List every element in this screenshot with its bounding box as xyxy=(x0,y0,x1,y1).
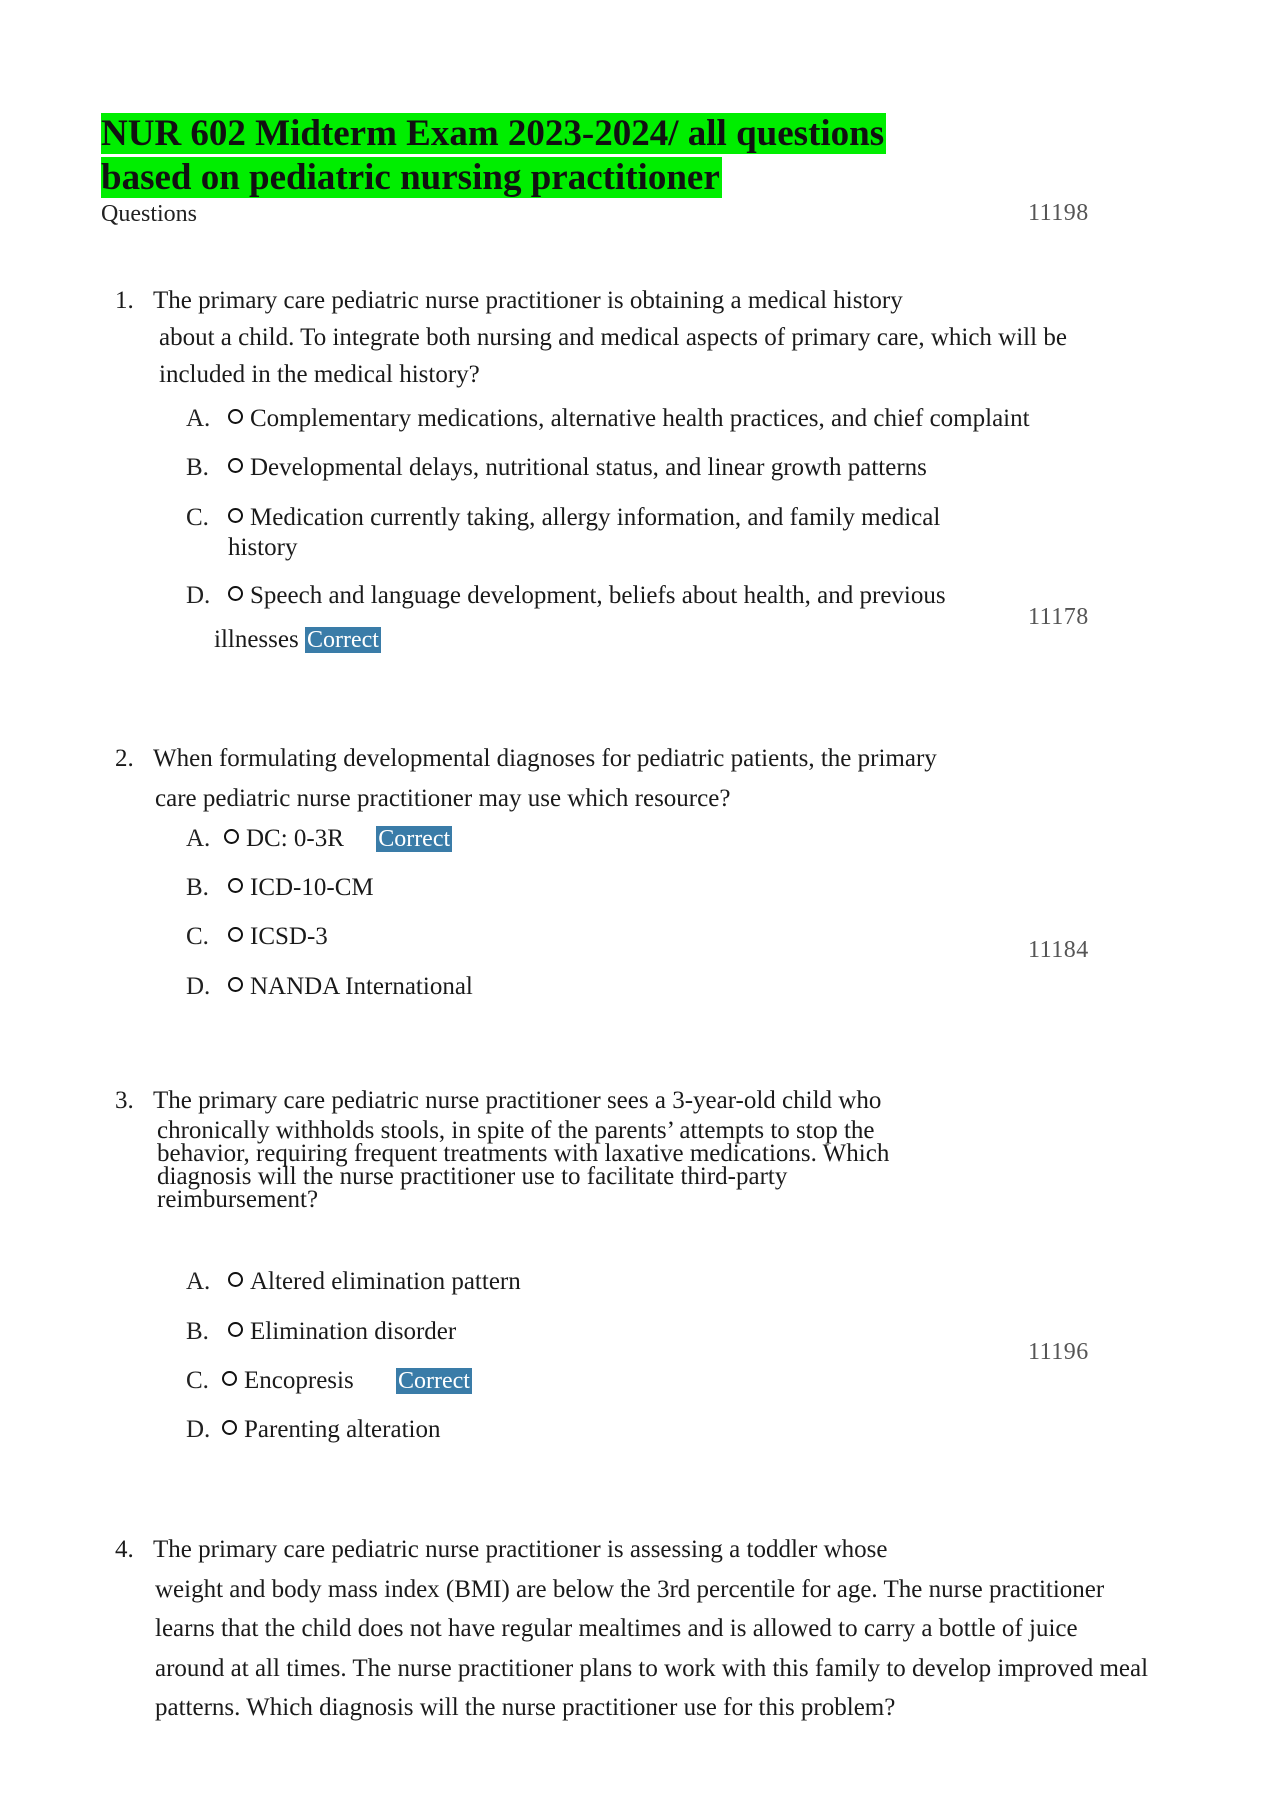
stem-line: learns that the child does not have regular mealtimes and is allowed to carry a bottle of juice xyxy=(155,1615,1078,1642)
question-number: 2. xyxy=(115,745,134,772)
correct-answer-marker: Correct xyxy=(397,1368,470,1394)
radio-circle-icon[interactable] xyxy=(222,1420,237,1435)
stem-line: about a child. To integrate both nursing and medical aspects of primary care, which will be xyxy=(159,324,1067,351)
option[interactable] xyxy=(186,1268,521,1296)
question-4-stem xyxy=(115,1530,1149,1728)
stem-line: The primary care pediatric nurse practitioner is assessing a toddler whose xyxy=(153,1536,888,1563)
stem-line: patterns. Which diagnosis will the nurse practitioner use for this problem? xyxy=(155,1694,896,1721)
option-letter: D. xyxy=(186,582,211,609)
option[interactable] xyxy=(186,405,1030,433)
page-code: 11196 xyxy=(1028,1339,1089,1365)
option[interactable] xyxy=(186,1416,440,1444)
option[interactable] xyxy=(186,923,328,951)
stem-line: reimbursement? xyxy=(157,1186,319,1213)
stem-line: diagnosis will the nurse practitioner use to facilitate third-party xyxy=(157,1163,788,1190)
correct-answer-marker: Correct xyxy=(306,627,379,653)
option[interactable] xyxy=(186,582,946,610)
stem-line: care pediatric nurse practitioner may use which resource? xyxy=(155,785,731,812)
option-text: Speech and language development, beliefs about health, and previous xyxy=(250,582,946,609)
radio-circle-icon[interactable] xyxy=(228,878,243,893)
radio-circle-icon[interactable] xyxy=(228,927,243,942)
page-code: 11178 xyxy=(1028,604,1089,630)
stem-line: The primary care pediatric nurse practitioner is obtaining a medical history xyxy=(153,287,903,314)
option-letter: C. xyxy=(186,923,209,950)
subtitle: Questions xyxy=(101,201,197,227)
page-code: 11184 xyxy=(1028,937,1089,963)
option[interactable] xyxy=(186,503,940,563)
stem-line: The primary care pediatric nurse practitioner sees a 3-year-old child who xyxy=(153,1087,882,1114)
radio-circle-icon[interactable] xyxy=(222,1371,237,1386)
option[interactable] xyxy=(186,825,452,853)
question-2-stem xyxy=(115,739,937,819)
option-text: Complementary medications, alternative health practices, and chief complaint xyxy=(250,405,1030,432)
option-continuation xyxy=(214,626,381,654)
stem-line: behavior, requiring frequent treatments with laxative medications. Which xyxy=(157,1140,890,1167)
question-number: 4. xyxy=(115,1536,134,1563)
option-text: ICSD-3 xyxy=(250,923,328,950)
option[interactable] xyxy=(186,1367,472,1395)
option-letter: C. xyxy=(186,1367,209,1394)
option-letter: B. xyxy=(186,874,209,901)
page-code: 11198 xyxy=(1028,200,1089,226)
option-text-cont: history xyxy=(228,534,298,561)
radio-circle-icon[interactable] xyxy=(228,586,243,601)
option-text: Altered elimination pattern xyxy=(250,1268,521,1295)
question-number: 3. xyxy=(115,1087,134,1114)
radio-circle-icon[interactable] xyxy=(224,829,239,844)
document-title xyxy=(101,112,886,200)
option[interactable] xyxy=(186,1318,456,1346)
radio-circle-icon[interactable] xyxy=(228,508,243,523)
option-text: DC: 0-3R xyxy=(246,825,344,852)
option-text-cont: illnesses xyxy=(214,626,299,653)
option[interactable] xyxy=(186,973,473,1001)
question-1-stem xyxy=(115,282,1067,393)
radio-circle-icon[interactable] xyxy=(228,409,243,424)
option-letter: A. xyxy=(186,405,211,432)
option-letter: D. xyxy=(186,973,211,1000)
option-letter: B. xyxy=(186,1318,209,1345)
option[interactable] xyxy=(186,874,374,902)
option-text: NANDA International xyxy=(250,973,473,1000)
option[interactable] xyxy=(186,454,927,482)
option-text: Developmental delays, nutritional status, and linear growth patterns xyxy=(250,454,927,481)
radio-circle-icon[interactable] xyxy=(228,1322,243,1337)
correct-answer-marker: Correct xyxy=(378,826,451,852)
stem-line: included in the medical history? xyxy=(159,361,480,388)
radio-circle-icon[interactable] xyxy=(228,977,243,992)
option-letter: D. xyxy=(186,1416,211,1443)
stem-line: around at all times. The nurse practitioner plans to work with this family to develop improved meal xyxy=(155,1654,1149,1682)
option-letter: C. xyxy=(186,504,209,531)
stem-line: chronically withholds stools, in spite of the parents’ attempts to stop the xyxy=(157,1117,875,1144)
option-letter: A. xyxy=(186,825,211,852)
radio-circle-icon[interactable] xyxy=(228,1272,243,1287)
stem-line: When formulating developmental diagnoses for pediatric patients, the primary xyxy=(153,745,937,772)
question-number: 1. xyxy=(115,287,134,314)
title-line-1: NUR 602 Midterm Exam 2023-2024/ all questions xyxy=(101,113,885,154)
option-text: Parenting alteration xyxy=(244,1416,441,1443)
radio-circle-icon[interactable] xyxy=(228,458,243,473)
option-letter: A. xyxy=(186,1268,211,1295)
title-line-2: based on pediatric nursing practitioner xyxy=(101,157,720,198)
option-text: Elimination disorder xyxy=(250,1318,457,1345)
question-3-stem xyxy=(115,1087,890,1213)
stem-line: weight and body mass index (BMI) are below the 3rd percentile for age. The nurse practitioner xyxy=(155,1575,1105,1603)
option-text: Medication currently taking, allergy information, and family medical xyxy=(250,504,941,531)
option-text: Encopresis xyxy=(244,1367,354,1394)
option-letter: B. xyxy=(186,454,209,481)
option-text: ICD-10-CM xyxy=(250,874,374,901)
